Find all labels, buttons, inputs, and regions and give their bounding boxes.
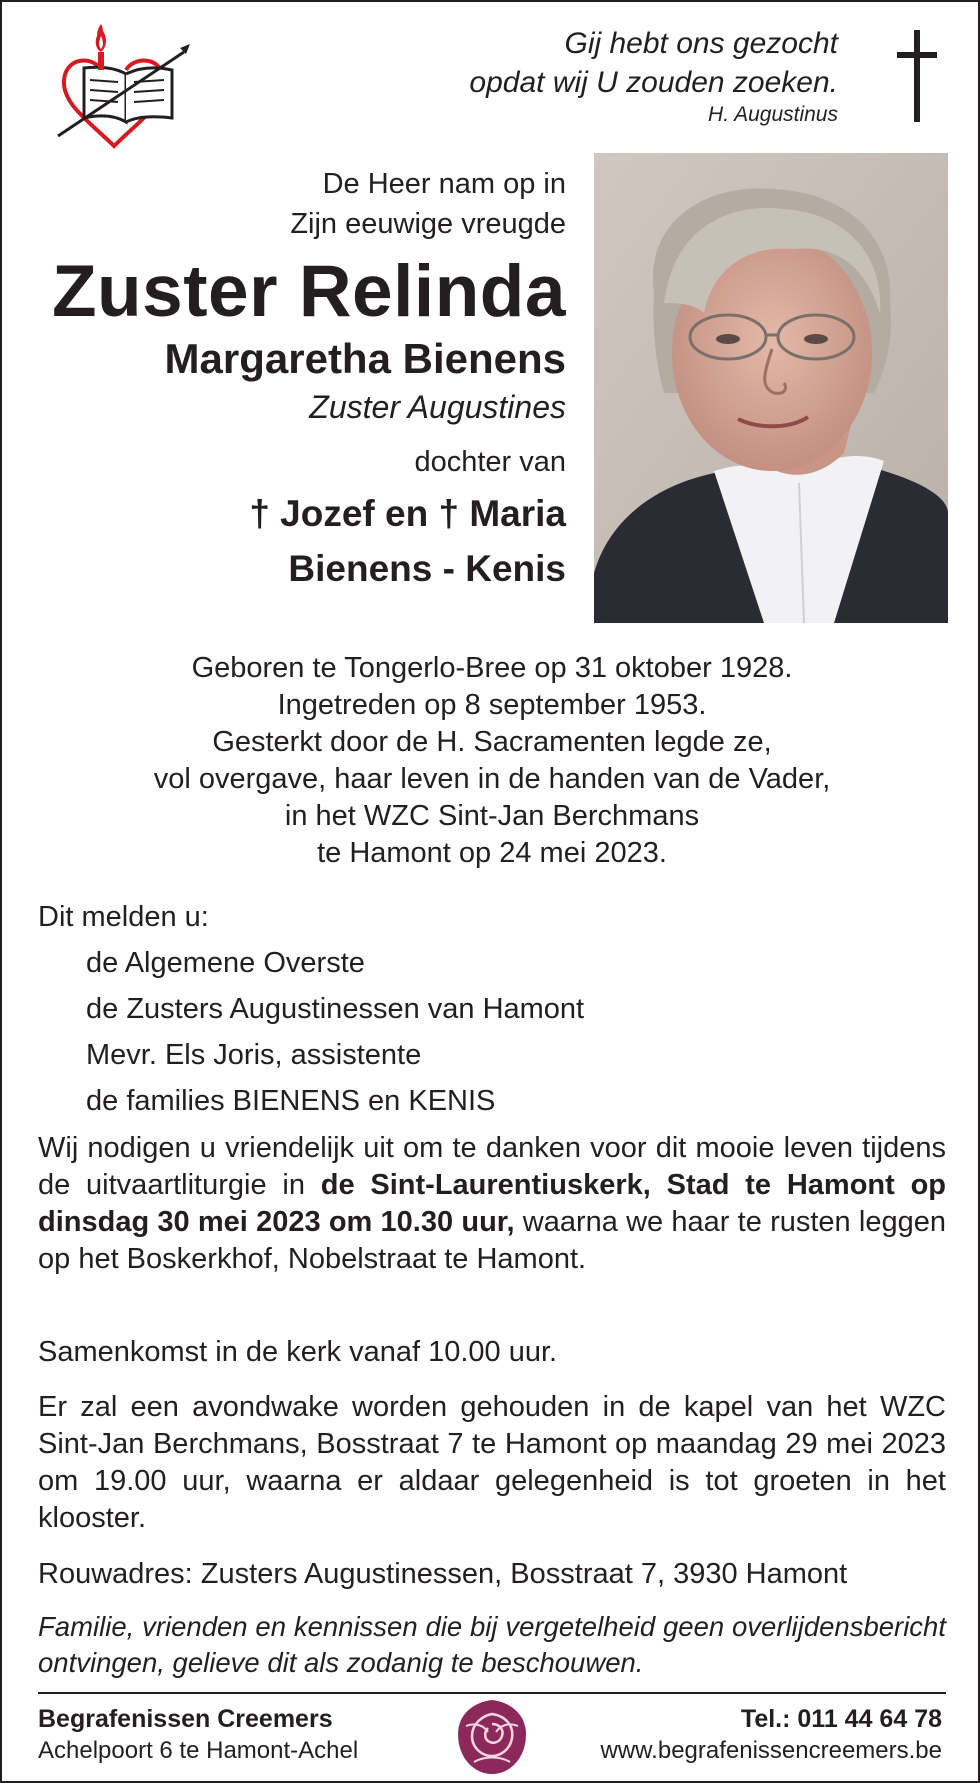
undertaker-info — [38, 1703, 358, 1767]
announcer-item: Mevr. Els Joris, assistente — [86, 1039, 422, 1071]
life-line: in het WZC Sint-Jan Berchmans — [284, 800, 700, 832]
deceased-name-block — [26, 164, 566, 592]
footer-divider — [38, 1692, 946, 1694]
invitation-text: Wij nodigen u vriendelijk uit om te danken voor dit mooie leven tijdens de uitvaartliturgie in — [38, 1132, 946, 1201]
life-line: Gesterkt door de H. Sacramenten legde ze, — [212, 726, 772, 758]
opening-quote — [469, 24, 838, 128]
cross-icon — [895, 30, 939, 122]
religious-name: Zuster Relinda — [51, 251, 566, 332]
announcer-item: de Zusters Augustinessen van Hamont — [86, 993, 585, 1025]
portrait-photo — [594, 153, 948, 623]
life-summary — [2, 650, 980, 872]
parents-line-2: Bienens - Kenis — [288, 548, 566, 589]
civil-name: Margaretha Bienens — [164, 335, 566, 382]
rose-icon — [454, 1696, 530, 1778]
vigil-notice: Er zal een avondwake worden gehouden in de kapel van het WZC Sint-Jan Berchmans, Bosstraat 7 te Hamont op maandag 29 mei 2023 om 19.00 uur, waarna er aldaar gelegenheid is tot groeten in het klooster. — [38, 1391, 946, 1534]
religious-order: Zuster Augustines — [309, 389, 566, 425]
announcer-item: de families BIENENS en KENIS — [86, 1085, 496, 1117]
undertaker-address: Achelpoort 6 te Hamont-Achel — [38, 1737, 359, 1764]
burial-text: waarna we haar te rusten leggen op het Boskerkhof, Nobelstraat te Hamont. — [38, 1206, 946, 1275]
funeral-invitation — [38, 1130, 946, 1278]
gathering-time: Samenkomst in de kerk vanaf 10.00 uur. — [38, 1336, 558, 1368]
augustinian-heart-logo-icon — [54, 18, 194, 160]
life-line: Ingetreden op 8 september 1953. — [277, 689, 707, 721]
mourning-address: Rouwadres: Zusters Augustinessen, Bosstraat 7, 3930 Hamont — [38, 1558, 848, 1590]
funeral-location-date: de Sint-Laurentiuskerk, Stad te Hamont op dinsdag 30 mei 2023 om 10.30 uur, — [38, 1169, 947, 1238]
daughter-of-label: dochter van — [414, 446, 566, 478]
undertaker-contact — [601, 1703, 943, 1767]
phone-number: Tel.: 011 44 64 78 — [740, 1705, 942, 1733]
life-line: Geboren te Tongerlo-Bree op 31 oktober 1928. — [191, 652, 793, 684]
quote-source: H. Augustinus — [708, 103, 838, 126]
intro-line-2: Zijn eeuwige vreugde — [290, 208, 566, 240]
life-line: vol overgave, haar leven in de handen van de Vader, — [153, 763, 831, 795]
announcers-heading: Dit melden u: — [38, 901, 209, 933]
announcer-item: de Algemene Overste — [86, 947, 365, 979]
intro-line-1: De Heer nam op in — [322, 168, 566, 200]
undertaker-name: Begrafenissen Creemers — [38, 1705, 333, 1733]
announcers-list — [38, 894, 584, 1124]
quote-line-1: Gij hebt ons gezocht — [564, 27, 838, 60]
life-line: te Hamont op 24 mei 2023. — [317, 837, 667, 869]
family-notice: Familie, vrienden en kennissen die bij vergetelheid geen overlijdensbericht ontvingen, gelieve dit als zodanig te beschouwen. — [38, 1611, 946, 1678]
website-link[interactable]: www.begrafenissencreemers.be — [600, 1737, 942, 1764]
parents-line-1: † Jozef en † Maria — [249, 493, 566, 534]
quote-line-2: opdat wij U zouden zoeken. — [469, 66, 838, 99]
